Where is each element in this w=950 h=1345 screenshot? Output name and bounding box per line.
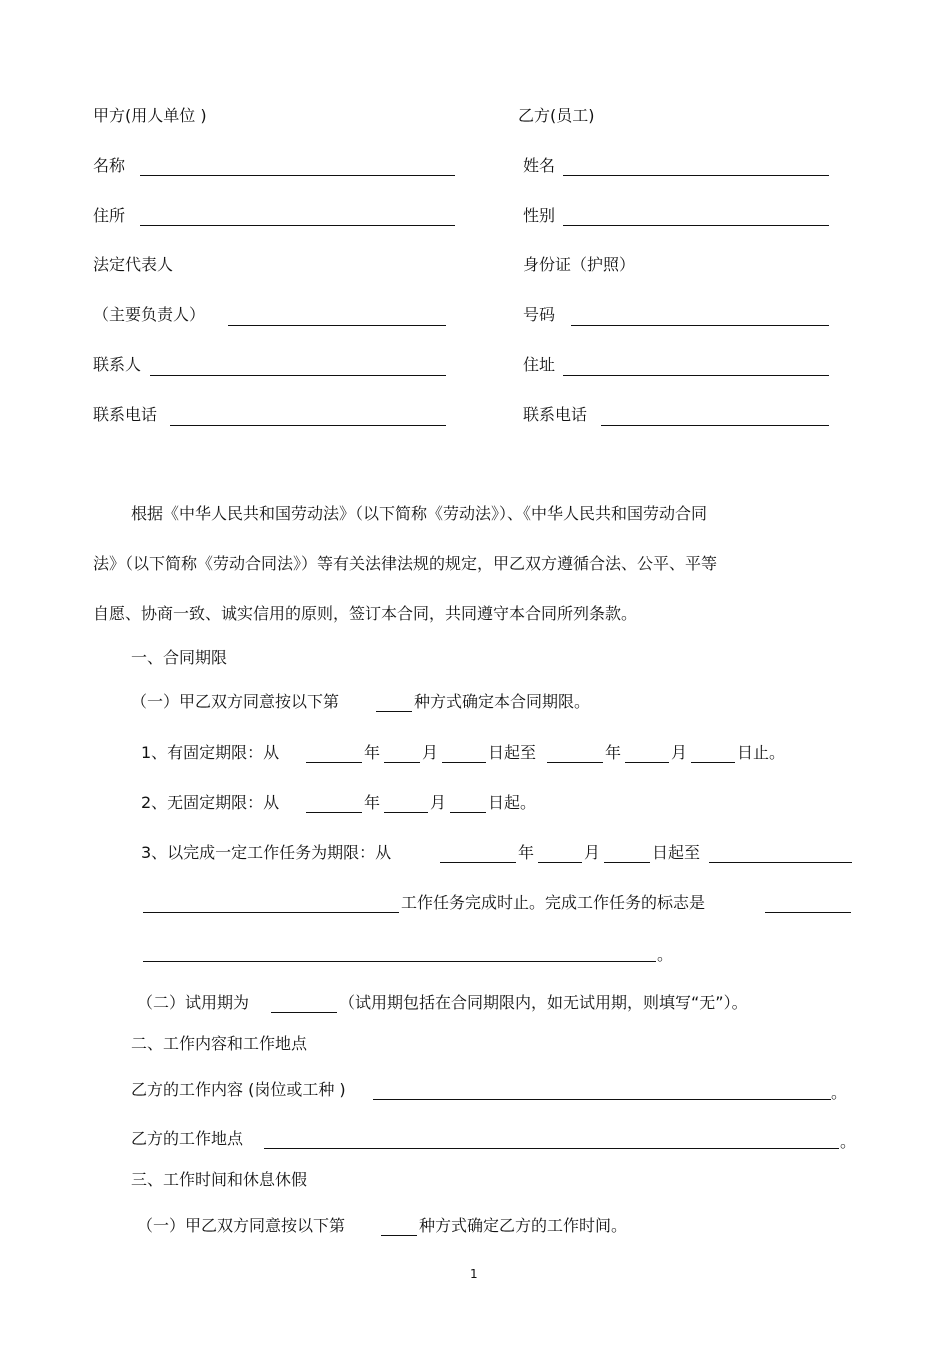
s1-item3-day-field[interactable] xyxy=(604,862,650,863)
party-a-principal-field[interactable] xyxy=(228,325,446,326)
party-b-gender-field[interactable] xyxy=(563,225,829,226)
section-2-heading: 二、工作内容和工作地点 xyxy=(131,1034,308,1053)
s1-item3-to-label: 日起至 xyxy=(652,843,701,862)
party-b-name-field[interactable] xyxy=(563,175,829,176)
s1-item3-month-field[interactable] xyxy=(538,862,582,863)
intro-line-3: 自愿、协商一致、诚实信用的原则，签订本合同，共同遵守本合同所列条款。 xyxy=(93,604,638,623)
party-a-address-label: 住所 xyxy=(93,206,126,225)
s1-item1-start-day-field[interactable] xyxy=(442,762,486,763)
s1-item3-criteria-field-2[interactable] xyxy=(143,961,656,962)
s3-p1-text-b: 种方式确定乙方的工作时间。 xyxy=(419,1216,628,1235)
s1-item1-label: 1、有固定期限：从 xyxy=(141,743,280,762)
s1-item1-start-year-field[interactable] xyxy=(306,762,362,763)
s1-item3-mid-label: 工作任务完成时止。完成工作任务的标志是 xyxy=(401,893,706,912)
s2-content-field[interactable] xyxy=(373,1099,831,1100)
s1-item3-year-field[interactable] xyxy=(440,862,516,863)
s1-p1-text-b: 种方式确定本合同期限。 xyxy=(414,692,591,711)
s1-item1-year2-label: 年 xyxy=(605,743,622,762)
s2-content-label: 乙方的工作内容 (岗位或工种 ) xyxy=(131,1080,346,1099)
s1-item1-month-label: 月 xyxy=(422,743,439,762)
s1-p2-text-b: （试用期包括在合同期限内，如无试用期，则填写“无”）。 xyxy=(339,993,748,1012)
party-a-name-label: 名称 xyxy=(93,156,126,175)
s1-item2-year-label: 年 xyxy=(364,793,381,812)
s1-item3-end-label: 。 xyxy=(657,945,674,964)
s1-item1-start-month-field[interactable] xyxy=(384,762,420,763)
s2-place-end: 。 xyxy=(840,1132,857,1151)
s2-place-field[interactable] xyxy=(264,1148,839,1149)
party-a-phone-label: 联系电话 xyxy=(93,405,158,424)
s1-item2-year-field[interactable] xyxy=(306,812,362,813)
party-b-address-field[interactable] xyxy=(563,375,829,376)
party-b-title: 乙方(员工) xyxy=(518,106,595,125)
section-1-heading: 一、合同期限 xyxy=(131,648,228,667)
page-number: 1 xyxy=(470,1267,478,1281)
party-a-phone-field[interactable] xyxy=(170,425,446,426)
party-a-title: 甲方(用人单位 ) xyxy=(93,106,207,125)
intro-line-1: 根据《中华人民共和国劳动法》（以下简称《劳动法》）、《中华人民共和国劳动合同 xyxy=(131,504,708,523)
s1-item3-month-label: 月 xyxy=(584,843,601,862)
s2-place-label: 乙方的工作地点 xyxy=(131,1129,244,1148)
intro-line-2: 法》（以下简称《劳动合同法》）等有关法律法规的规定，甲乙双方遵循合法、公平、平等 xyxy=(93,554,718,573)
party-b-number-label: 号码 xyxy=(523,305,556,324)
s1-item3-to-field[interactable] xyxy=(709,862,852,863)
s1-item1-end-year-field[interactable] xyxy=(547,762,603,763)
party-a-principal-label: （主要负责人） xyxy=(93,305,206,324)
party-b-phone-label: 联系电话 xyxy=(523,405,588,424)
s1-item2-month-label: 月 xyxy=(430,793,447,812)
party-a-legal-rep-label: 法定代表人 xyxy=(93,255,174,274)
s2-content-end: 。 xyxy=(831,1083,848,1102)
party-a-contact-label: 联系人 xyxy=(93,355,142,374)
s1-item1-to-label: 日起至 xyxy=(488,743,537,762)
party-b-phone-field[interactable] xyxy=(601,425,829,426)
s1-item1-month2-label: 月 xyxy=(671,743,688,762)
s1-item1-year-label: 年 xyxy=(364,743,381,762)
s1-item3-label: 3、以完成一定工作任务为期限：从 xyxy=(141,843,392,862)
s1-item2-month-field[interactable] xyxy=(384,812,428,813)
party-b-address-label: 住址 xyxy=(523,355,556,374)
party-b-number-field[interactable] xyxy=(571,325,829,326)
s1-p1-method-field[interactable] xyxy=(376,711,412,712)
s1-probation-field[interactable] xyxy=(271,1012,337,1013)
s1-item1-end-day-field[interactable] xyxy=(691,762,735,763)
party-b-gender-label: 性别 xyxy=(523,206,556,225)
s3-p1-method-field[interactable] xyxy=(381,1235,417,1236)
s1-item2-day-field[interactable] xyxy=(450,812,486,813)
party-a-contact-field[interactable] xyxy=(150,375,446,376)
s1-p2-text-a: （二）试用期为 xyxy=(137,993,250,1012)
party-b-id-label: 身份证（护照） xyxy=(523,255,636,274)
s1-item1-end-month-field[interactable] xyxy=(625,762,669,763)
s1-item2-end-label: 日起。 xyxy=(488,793,537,812)
s1-item3-year-label: 年 xyxy=(518,843,535,862)
party-a-name-field[interactable] xyxy=(140,175,455,176)
s1-item3-criteria-field[interactable] xyxy=(765,912,851,913)
s1-p1-text-a: （一）甲乙双方同意按以下第 xyxy=(131,692,340,711)
s3-p1-text-a: （一）甲乙双方同意按以下第 xyxy=(137,1216,346,1235)
party-b-name-label: 姓名 xyxy=(523,156,556,175)
s1-item2-label: 2、无固定期限：从 xyxy=(141,793,280,812)
s1-item1-end-label: 日止。 xyxy=(737,743,786,762)
party-a-address-field[interactable] xyxy=(140,225,455,226)
s1-item3-task-field[interactable] xyxy=(143,912,399,913)
section-3-heading: 三、工作时间和休息休假 xyxy=(131,1170,308,1189)
